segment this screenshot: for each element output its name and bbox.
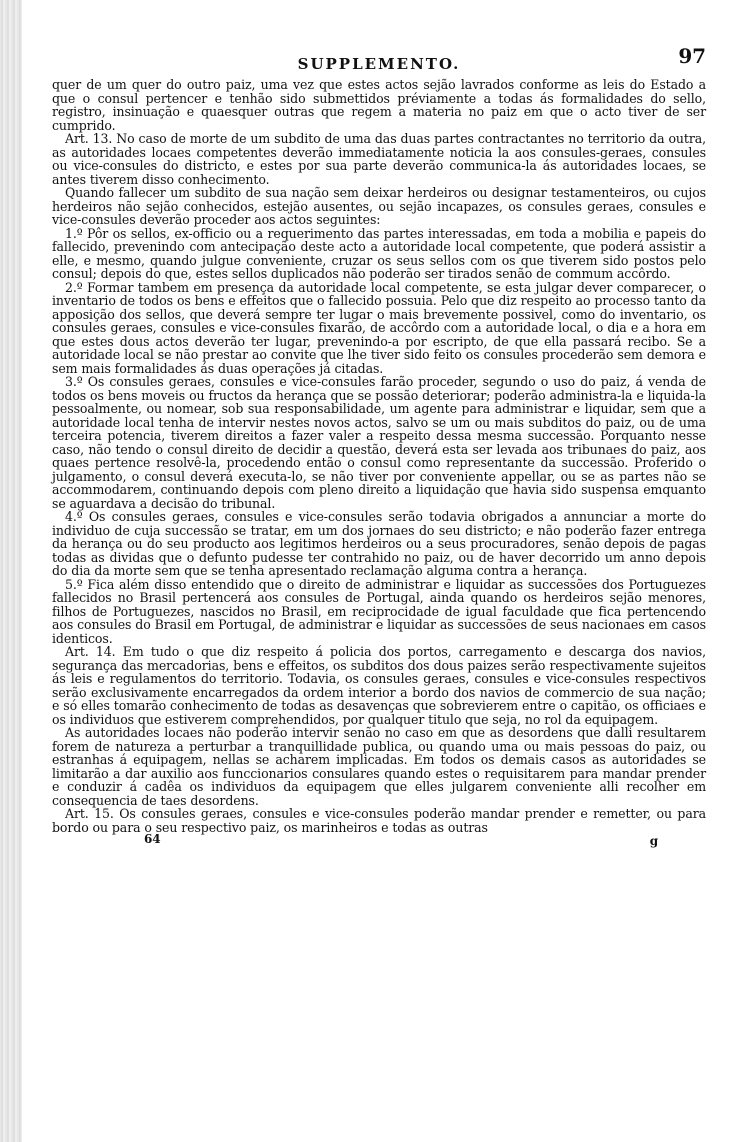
paragraph-item-3: 3.º Os consules geraes, consules e vice-consules farão proceder, segundo o uso do paiz, á venda de todos os bens moveis ou fructos da herança que se possão deteriorar; poderão administra-la e liquida-la pessoalmente, ou nomear, sob sua responsabilidade, um agente para administrar e liquidar, sem que a autoridade local tenha de intervir nestes novos actos, salvo se um ou mais subditos do paiz, ou de uma terceira potencia, tiverem direitos a fazer valer a respeito dessa mesma successão. Porquanto nesse caso, não tendo o consul direito de decidir a questão, deverá esta ser levada aos tribunaes do paiz, aos quaes pertence resolvê-la, procedendo então o consul como representante da successão. Proferido o julgamento, o consul deverá executa-lo, se não tiver por conveniente appellar, ou se as partes não se accommodarem, continuando depois com pleno direito a liquidação que havia sido suspensa emquanto se aguardava a decisão do tribunal. xyxy=(52,374,706,511)
paragraph-art-13: Art. 13. No caso de morte de um subdito de uma das duas partes contractantes no territorio da outra, as autoridades locaes competentes deverão immediatamente noticia la aos consules-geraes, consules ou vice-consules do districto, e estes por sua parte deverão communica-la ás autoridades locaes, se antes tiverem disso conhecimento. xyxy=(52,131,706,187)
paragraph-art-13-deceased: Quando fallecer um subdito de sua nação sem deixar herdeiros ou designar testamenteiros, ou cujos herdeiros não sejão conhecidos, estejão ausentes, ou sejão incapazes, os consules geraes, consules e vice-consules deverão proceder aos actos seguintes: xyxy=(52,185,706,227)
document-page xyxy=(52,44,706,851)
printer-signature: 64 xyxy=(144,832,161,846)
book-binding-edge xyxy=(0,0,22,1142)
paragraph-continuation: quer de um quer do outro paiz, uma vez que estes actos sejão lavrados conforme as leis do Estado a que o consul pertencer e tenhão sido submettidos préviamente a todas ás formalidades do sello, registro, insinuação e quaesquer outras que regem a materia no paiz em que o acto tiver de ser cumprido. xyxy=(52,77,706,133)
page-number: 97 xyxy=(678,44,706,68)
paragraph-item-2: 2.º Formar tambem em presença da autoridade local competente, se esta julgar dever comparecer, o inventario de todos os bens e effeitos que o fallecido possuia. Pelo que diz respeito ao processo tanto da apposição dos sellos, que deverá sempre ter lugar o mais brevemente possivel, como do inventario, os consules geraes, consules e vice-consules fixarão, de accôrdo com a autoridade local, o dia e a hora em que estes dous actos deverão ter lugar, prevenindo-a por escripto, de que ella passará recibo. Se a autoridade local se não prestar ao convite que lhe tiver sido feito os consules procederão sem demora e sem mais formalidades ás duas operações já citadas. xyxy=(52,279,706,376)
paragraph-item-5: 5.º Fica além disso entendido que o direito de administrar e liquidar as successões dos Portuguezes fallecidos no Brasil pertencerá aos consules de Portugal, ainda quando os herdeiros sejão menores, filhos de Portuguezes, nascidos no Brasil, em reciprocidade de igual faculdade que fica pertencendo aos consules do Brasil em Portugal, de administrar e liquidar as successões de seus nacionaes em casos identicos. xyxy=(52,576,706,646)
body-text xyxy=(52,78,706,834)
sheet-mark: g xyxy=(649,834,658,848)
page-footer xyxy=(52,833,706,851)
paragraph-art-14-local-authorities: As autoridades locaes não poderão intervir senão no caso em que as desordens que dalli resultarem forem de natureza a perturbar a tranquillidade publica, ou quando uma ou mais pessoas do paiz, ou estranhas á equipagem, nellas se acharem implicadas. Em todos os demais casos as autoridades se limitarão a dar auxilio aos funccionarios consulares quando estes o requisitarem para mandar prender e conduzir á cadêa os individuos da equipagem que elles julgarem conveniente alli recolher em consequencia de taes desordens. xyxy=(52,725,706,808)
paragraph-item-4: 4.º Os consules geraes, consules e vice-consules serão todavia obrigados a annunciar a morte do individuo de cuja successão se tratar, em um dos jornaes do seu districto; e não poderão fazer entrega da herança ou do seu producto aos legitimos herdeiros ou a seus procuradores, senão depois de pagas todas as dividas que o defunto pudesse ter contrahido no paiz, ou de haver decorrido um anno depois do dia da morte sem que se tenha apresentado reclamação alguma contra a herança. xyxy=(52,509,706,578)
running-title: SUPPLEMENTO. xyxy=(297,55,461,73)
paragraph-art-15: Art. 15. Os consules geraes, consules e vice-consules poderão mandar prender e remetter, ou para bordo ou para o seu respectivo paiz, os marinheiros e todas as outras xyxy=(52,806,706,835)
paragraph-item-1: 1.º Pôr os sellos, ex-officio ou a requerimento das partes interessadas, em toda a mobilia e papeis do fallecido, prevenindo com antecipação deste acto a autoridade local competente, que poderá assistir a elle, e mesmo, quando julgue conveniente, cruzar os seus sellos com os que tiverem sido postos pelo consul; depois do que, estes sellos duplicados não poderão ser tirados senão de commum accôrdo. xyxy=(52,225,706,281)
page-header xyxy=(52,44,706,74)
paragraph-art-14: Art. 14. Em tudo o que diz respeito á policia dos portos, carregamento e descarga dos navios, segurança das mercadorias, bens e effeitos, os subditos dos dous paizes serão respectivamente sujeitos ás leis e regulamentos do territorio. Todavia, os consules geraes, consules e vice-consules respectivos serão exclusivamente encarregados da ordem interior a bordo dos navios de commercio de sua nação; e só elles tomarão conhecimento de todas as desavenças que sobrevierem entre o capitão, os officiaes e os individuos que estiverem comprehendidos, por qualquer titulo que seja, no rol da equipagem. xyxy=(52,644,706,727)
